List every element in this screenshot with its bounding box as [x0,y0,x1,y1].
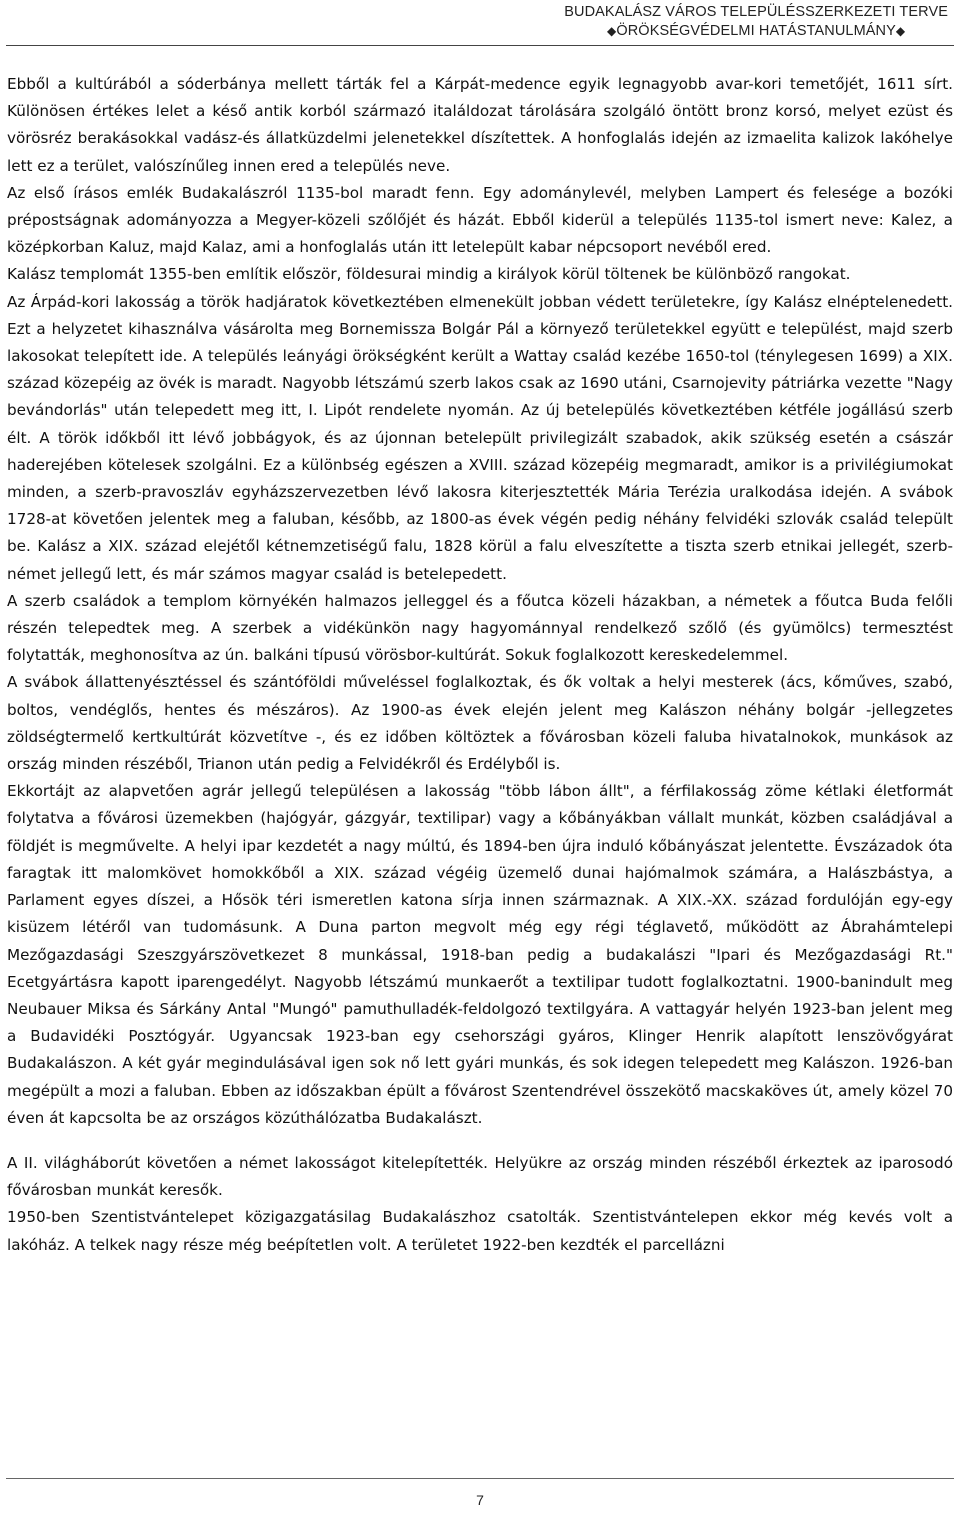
diamond-icon: ◆ [607,24,617,38]
body-text [7,71,953,1259]
header-divider [6,45,954,46]
paragraph: A svábok állattenyésztéssel és szántóföldi műveléssel foglalkoztak, és ők voltak a helyi mesterek (ács, kőműves, szabó, boltos, vendéglős, hentes és mészáros). Az 1900-as évek elején jelent meg Kalászon néhány bolgár -jellegzetes zöldségtermelő kertkultúrát közvetítve -, és ez időben költöztek a fővárosban közeli faluba hivatalnokok, munkások az ország minden részéből, Trianon után pedig a Felvidékről és Erdélyből is. [7,673,953,774]
diamond-icon: ◆ [895,24,906,38]
header-subtitle [564,22,948,41]
paragraph: Az Árpád-kori lakosság a török hadjáratok következtében elmenekült jobban védett területekre, így Kalász elnéptelenedett. Ezt a helyzetet kihasználva vásárolta meg Bornemissza Bolgár Pál a környező területekkel együtt e települést, majd szerb lakosokat telepített ide. A település leányági örökségként került a Wattay család kezébe 1650-tol (ténylegesen 1699) a XIX. század közepéig az övék is maradt. Nagyobb létszámú szerb lakos csak az 1690 utáni, Csarnojevity pátriárka vezette "Nagy bevándorlás" után telepedett meg itt, I. Lipót rendelete nyomán. Az új betelepülés következtében kétféle jogállású szerb élt. A török időkből itt lévő jobbágyok, és az újonnan betelepült privilegizált szabadok, akik szükség esetén a császár haderejében kötelesek szolgálni. Ez a különbség egészen a XVIII. század közepéig megmaradt, amikor is a privilégiumokat minden, a szerb-pravoszláv egyházszervezetben lévő lakosra kiterjesztették Mária Terézia uralkodása idején. A svábok 1728-at követően jelentek meg a faluban, később, az 1800-as évek végén pedig néhány felvidéki szlovák család települt be. Kalász a XIX. század elejétől kétnemzetiségű falu, 1828 körül a falu elveszítette a tiszta szerb etnikai jellegét, szerb-német jellegű lett, és már számos magyar család is betelepedett. [7,292,953,583]
paragraph: Az első írásos emlék Budakalászról 1135-bol maradt fenn. Egy adománylevél, melyben Lampert és felesége a bozóki prépostságnak adományozza a Megyer-közeli szőlőjét és házát. Ebből kiderül a település 1135-tol ismert neve: Kalez, a középkorban Kaluz, majd Kalaz, ami a honfoglalás után itt letelepült kabar népcsoport nevéből ered. [7,183,953,257]
header-subtitle-text: ÖRÖKSÉGVÉDELMI HATÁSTANULMÁNY [616,23,896,39]
paragraph: Ebből a kultúrából a sóderbánya mellett tárták fel a Kárpát-medence egyik legnagyobb avar-kori temetőjét, 1611 sírt. Különösen értékes lelet a késő antik korból származó italáldozat tárolására szolgáló öntött bronz korsó, melyet ezüst és vörösréz berakásokkal vadász-és állatküzdelmi jelenetekkel díszítettek. A honfoglalás idején az izmaelita kalizok lakóhelye lett ez a terület, valószínűleg innen ered a település neve. [7,75,953,175]
footer-divider [6,1478,954,1479]
page-number: 7 [476,1492,484,1508]
paragraph: A szerb családok a templom környékén halmazos jelleggel és a főutca közeli házakban, a németek a főutca Buda felőli részén telepedtek meg. A szerbek a vidékünkön nagy hagyománnyal rendelkező szőlő (és gyümölcs) termesztést folytatták, meghonosítva az ún. balkáni típusú vörösbor-kultúrát. Sokuk foglalkozott kereskedelemmel. [7,591,953,665]
paragraph: Ekkortájt az alapvetően agrár jellegű településen a lakosság "több lábon állt", a férfilakosság zöme kétlaki életformát folytatva a fővárosi üzemekben (hajógyár, gázgyár, textilipar) vagy a kőbányákban vállalt munkát, közben családjával a földjét is megművelte. A helyi ipar kezdetét a nagy múltú, és 1894-ben újra induló kőbányászat jelentette. Évszázadok óta faragtak itt malomkövet homokkőből a XIX. század végéig üzemelő dunai hajómalmok számára, a Halászbástya, a Parlament egyes díszei, a Hősök téri ismeretlen katona sírja innen származnak. A XIX.-XX. század fordulóján egy-egy kisüzem létéről van tudomásunk. A Duna parton megvolt még egy régi téglavető, működött az Ábrahámtelepi Mezőgazdasági Szeszgyárszövetkezet 8 munkással, 1918-ban pedig a budakalászi "Ipari és Mezőgazdasági Rt." Ecetgyártásra kapott iparengedélyt. Nagyobb létszámú munkaerőt a textilipar tudott foglalkoztatni. 1900-banindult meg Neubauer Miksa és Sárkány Antal "Mungó" pamuthulladék-feldolgozó textilgyára. A vattagyár helyén 1923-ban jelent meg a Budavidéki Posztógyár. Ugyancsak 1923-ban egy csehországi gyáros, Klinger Henrik alapított lenszövőgyárat Budakalászon. A két gyár megindulásával igen sok nő lett gyári munkás, és sok idegen telepedett meg Kalászon. 1926-ban megépült a mozi a faluban. Ebben az időszakban épült a fővárost Szentendrével összekötő macskaköves út, amely közel 70 éven át kapcsolta be az országos közúthálózatba Budakalászt. [7,782,953,1127]
paragraph: A II. világháborút követően a német lakosságot kitelepítették. Helyükre az ország minden részéből érkeztek az iparosodó fővárosban munkát keresők. [7,1153,953,1200]
header-title: BUDAKALÁSZ VÁROS TELEPÜLÉSSZERKEZETI TERVE [564,4,948,20]
paragraph: 1950-ben Szentistvántelepet közigazgatásilag Budakalászhoz csatolták. Szentistvántelepen ekkor még kevés volt a lakóház. A telkek nagy része még beépítetlen volt. A területet 1922-ben kezdték el parcellázni [7,1208,953,1254]
document-header [564,3,948,41]
paragraph: Kalász templomát 1355-ben említik először, földesurai mindig a királyok körül töltenek be különböző rangokat. [7,265,851,284]
